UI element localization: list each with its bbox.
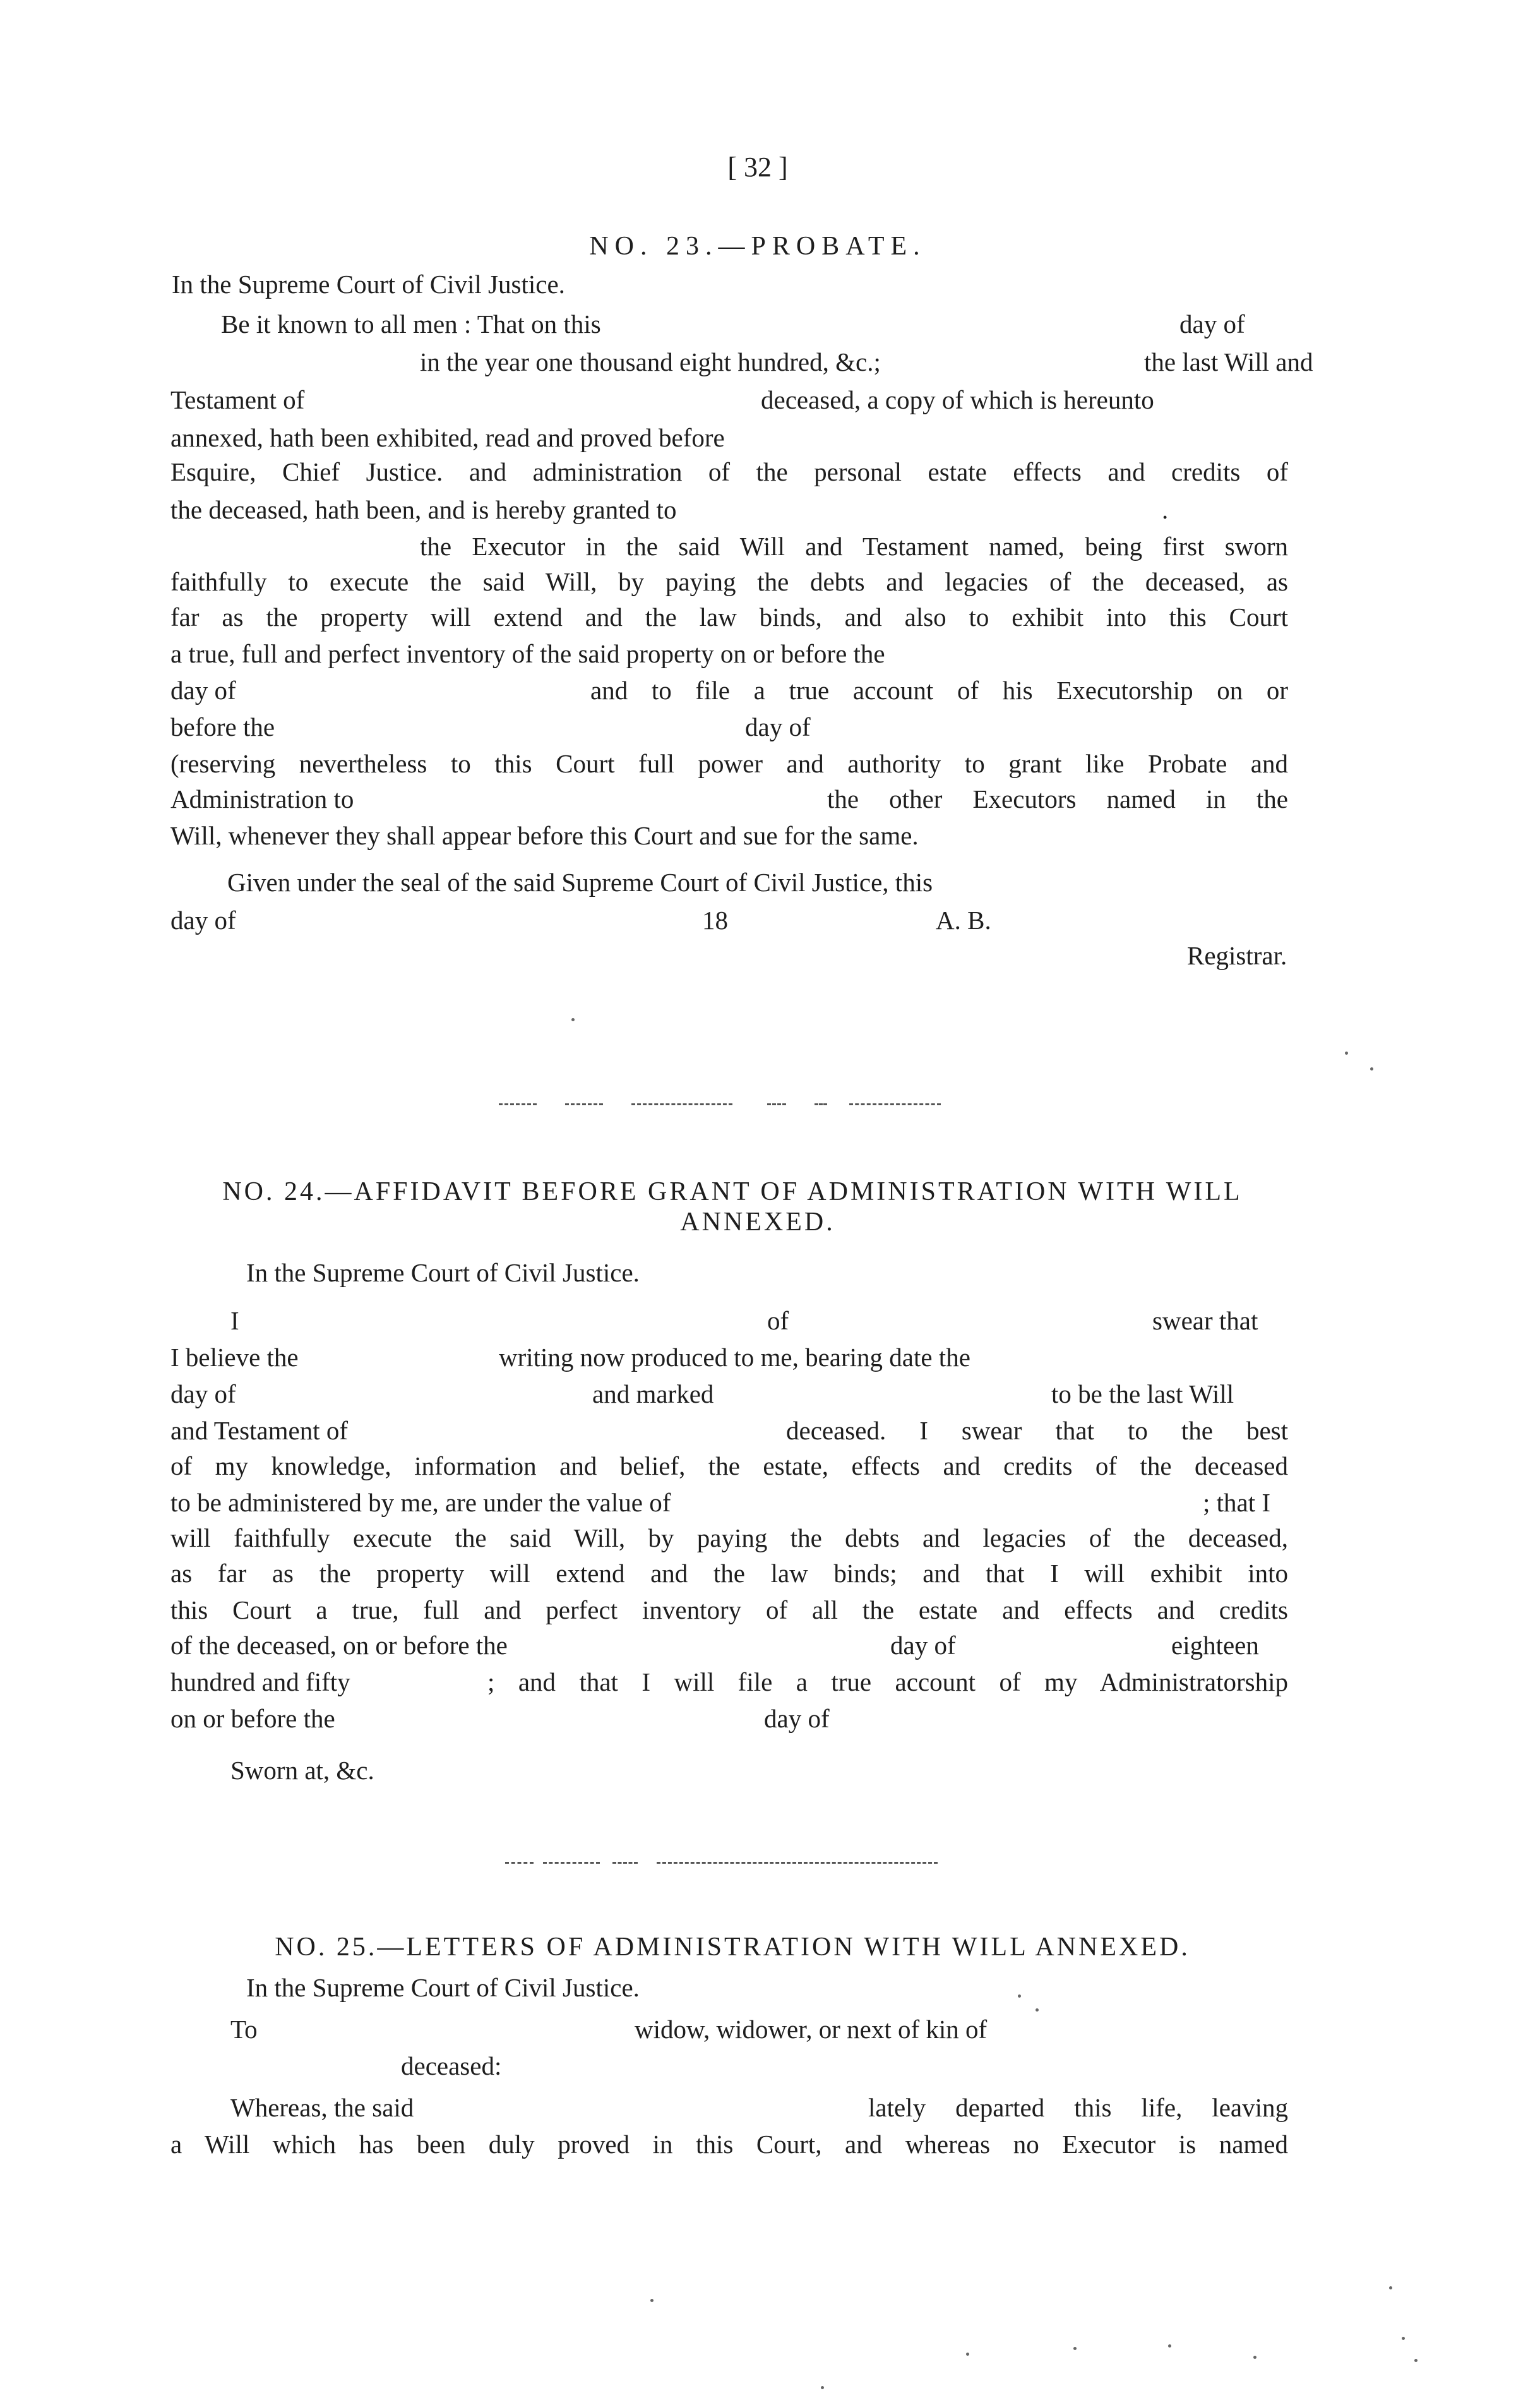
text-line: day of bbox=[170, 906, 236, 935]
court-line: In the Supreme Court of Civil Justice. bbox=[246, 1258, 640, 1287]
court-line: In the Supreme Court of Civil Justice. bbox=[246, 1973, 640, 2002]
text-line: far as the property will extend and the law binds, and also to exhibit into this Court bbox=[170, 603, 1288, 632]
text-line: Administration to bbox=[170, 784, 354, 813]
text-line: in the year one thousand eight hundred, &c.; bbox=[420, 347, 881, 376]
text-line: day of bbox=[170, 676, 236, 705]
text-line: annexed, hath been exhibited, read and proved before bbox=[170, 423, 725, 452]
text-line: and Testament of bbox=[170, 1416, 349, 1445]
text-line: the deceased, hath been, and is hereby granted to bbox=[170, 495, 677, 524]
text-line: hundred and fifty bbox=[170, 1667, 350, 1696]
section-title: NO. 25.—LETTERS OF ADMINISTRATION WITH WILL ANNEXED. bbox=[275, 1933, 1190, 1962]
text-line: day of bbox=[170, 1379, 236, 1408]
text-line: will faithfully execute the said Will, by paying the debts and legacies of the deceased, bbox=[170, 1523, 1288, 1552]
text-line: day of bbox=[1179, 309, 1245, 339]
text-line: eighteen bbox=[1171, 1631, 1259, 1660]
text-line: deceased, a copy of which is hereunto bbox=[761, 385, 1154, 414]
text-line: a true, full and perfect inventory of the said property on or before the bbox=[170, 639, 885, 668]
section-title: NO. 24.—AFFIDAVIT BEFORE GRANT OF ADMINISTRATION WITH WILL bbox=[222, 1177, 1243, 1206]
text-line: before the bbox=[170, 712, 275, 741]
text-line: I bbox=[230, 1306, 239, 1335]
text-line: . bbox=[1162, 495, 1169, 524]
text-line: To bbox=[230, 2015, 258, 2044]
text-line: day of bbox=[890, 1631, 956, 1660]
text-line: writing now produced to me, bearing date the bbox=[499, 1343, 970, 1372]
text-line: day of bbox=[764, 1704, 830, 1733]
text-line: to be administered by me, are under the value of bbox=[170, 1488, 671, 1517]
text-line: the Executor in the said Will and Testament named, being first sworn bbox=[420, 532, 1288, 561]
text-line: I believe the bbox=[170, 1343, 299, 1372]
text-line: swear that bbox=[1152, 1306, 1258, 1335]
text-line: of my knowledge, information and belief, the estate, effects and credits of the deceased bbox=[170, 1451, 1288, 1480]
text-line: lately departed this life, leaving bbox=[868, 2093, 1288, 2122]
text-line: and to file a true account of his Executorship on or bbox=[590, 676, 1288, 705]
text-line: ; and that I will file a true account of my Administratorship bbox=[487, 1667, 1288, 1696]
text-line: as far as the property will extend and the law binds; and that I will exhibit into bbox=[170, 1559, 1288, 1588]
text-line: ; that I bbox=[1203, 1488, 1271, 1517]
registrar-label: Registrar. bbox=[1187, 941, 1287, 970]
text-line: Be it known to all men : That on this bbox=[221, 309, 601, 339]
page-number: [ 32 ] bbox=[727, 152, 788, 183]
text-line: Sworn at, &c. bbox=[230, 1756, 374, 1785]
text-line: to be the last Will bbox=[1051, 1379, 1234, 1408]
text-line: Testament of bbox=[170, 385, 305, 414]
section-title: NO. 23.—PROBATE. bbox=[589, 232, 926, 261]
text-line: Will, whenever they shall appear before this Court and sue for the same. bbox=[170, 821, 919, 850]
text-line: of bbox=[767, 1306, 789, 1335]
text-line: the other Executors named in the bbox=[827, 784, 1288, 813]
text-line: faithfully to execute the said Will, by paying the debts and legacies of the deceased, as bbox=[170, 567, 1288, 596]
text-line: 18 bbox=[702, 906, 728, 935]
text-line: Whereas, the said bbox=[230, 2093, 414, 2122]
text-line: widow, widower, or next of kin of bbox=[635, 2015, 988, 2044]
text-line: and marked bbox=[592, 1379, 714, 1408]
text-line: a Will which has been duly proved in this Court, and whereas no Executor is named bbox=[170, 2130, 1288, 2159]
text-line: the last Will and bbox=[1144, 347, 1313, 376]
court-line: In the Supreme Court of Civil Justice. bbox=[172, 270, 565, 299]
signature-initials: A. B. bbox=[936, 906, 991, 935]
text-line: Esquire, Chief Justice. and administration of the personal estate effects and credits of bbox=[170, 457, 1288, 486]
section-title-continued: ANNEXED. bbox=[680, 1208, 835, 1237]
text-line: deceased. I swear that to the best bbox=[786, 1416, 1288, 1445]
text-line: deceased: bbox=[401, 2051, 502, 2080]
text-line: on or before the bbox=[170, 1704, 335, 1733]
text-line: this Court a true, full and perfect inventory of all the estate and effects and credits bbox=[170, 1595, 1288, 1624]
text-line: (reserving nevertheless to this Court full power and authority to grant like Probate and bbox=[170, 749, 1288, 778]
text-line: of the deceased, on or before the bbox=[170, 1631, 508, 1660]
text-line: Given under the seal of the said Supreme Court of Civil Justice, this bbox=[227, 868, 933, 897]
text-line: day of bbox=[745, 712, 811, 741]
